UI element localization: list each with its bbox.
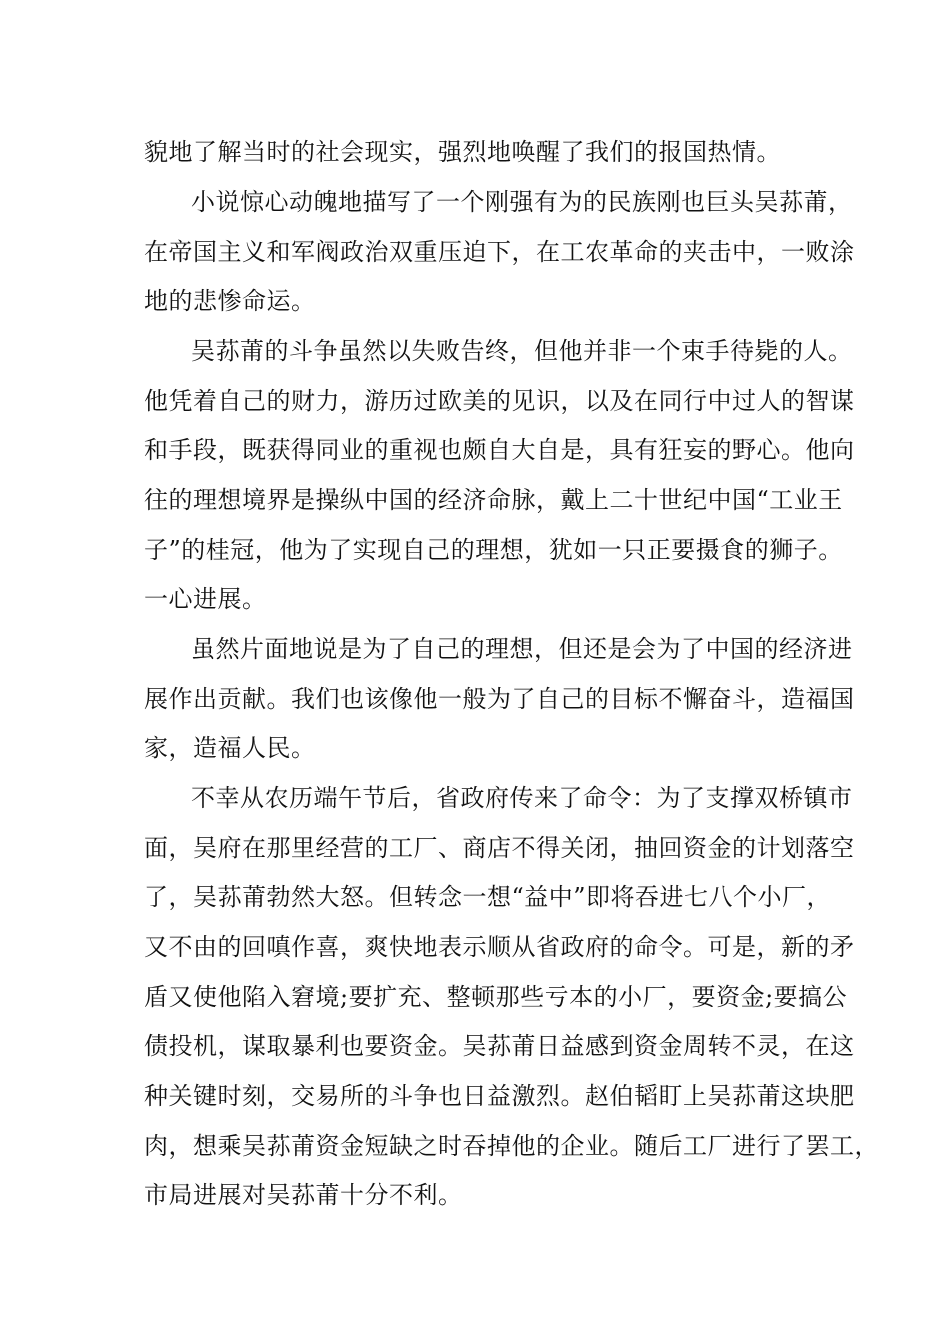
text-line: 他凭着自己的财力，游历过欧美的见识，以及在同行中过人的智谋	[144, 387, 855, 415]
text-line: 貌地了解当时的社会现实，强烈地唤醒了我们的报国热情。	[144, 138, 781, 166]
text-line: 债投机，谋取暴利也要资金。吴荪莆日益感到资金周转不灵，在这	[144, 1032, 855, 1060]
text-line: 肉，想乘吴荪莆资金短缺之时吞掉他的企业。随后工厂进行了罢工，	[144, 1132, 879, 1160]
paragraph-first-line: 不幸从农历端午节后，省政府传来了命令：为了支撑双桥镇市	[191, 784, 853, 812]
text-line: 种关键时刻，交易所的斗争也日益激烈。赵伯韬盯上吴荪莆这块肥	[144, 1082, 855, 1110]
paragraph-first-line: 虽然片面地说是为了自己的理想，但还是会为了中国的经济进	[191, 635, 853, 663]
paragraph-first-line: 吴荪莆的斗争虽然以失败告终，但他并非一个束手待毙的人。	[191, 337, 853, 365]
text-line: 面，吴府在那里经营的工厂、商店不得关闭，抽回资金的计划落空	[144, 834, 855, 862]
text-line: 盾又使他陷入窘境;要扩充、整顿那些亏本的小厂，要资金;要搞公	[144, 983, 848, 1011]
text-line: 展作出贡献。我们也该像他一般为了自己的目标不懈奋斗，造福国	[144, 685, 855, 713]
text-line: 家，造福人民。	[144, 734, 316, 762]
text-line: 又不由的回嗔作喜，爽快地表示顺从省政府的命令。可是，新的矛	[144, 933, 855, 961]
text-line: 一心进展。	[144, 585, 267, 613]
paragraph-first-line: 小说惊心动魄地描写了一个刚强有为的民族刚也巨头吴荪莆，	[191, 188, 853, 216]
text-line: 在帝国主义和军阀政治双重压迫下，在工农革命的夹击中，一败涂	[144, 238, 855, 266]
text-line: 往的理想境界是操纵中国的经济命脉，戴上二十世纪中国“工业王	[144, 486, 843, 514]
text-line: 子”的桂冠，他为了实现自己的理想，犹如一只正要摄食的狮子。	[144, 536, 843, 564]
text-line: 地的悲惨命运。	[144, 287, 316, 315]
text-line: 了，吴荪莆勃然大怒。但转念一想“益中”即将吞进七八个小厂，	[144, 883, 832, 911]
text-line: 和手段，既获得同业的重视也颇自大自是，具有狂妄的野心。他向	[144, 436, 855, 464]
text-line: 市局进展对吴荪莆十分不利。	[144, 1181, 463, 1209]
